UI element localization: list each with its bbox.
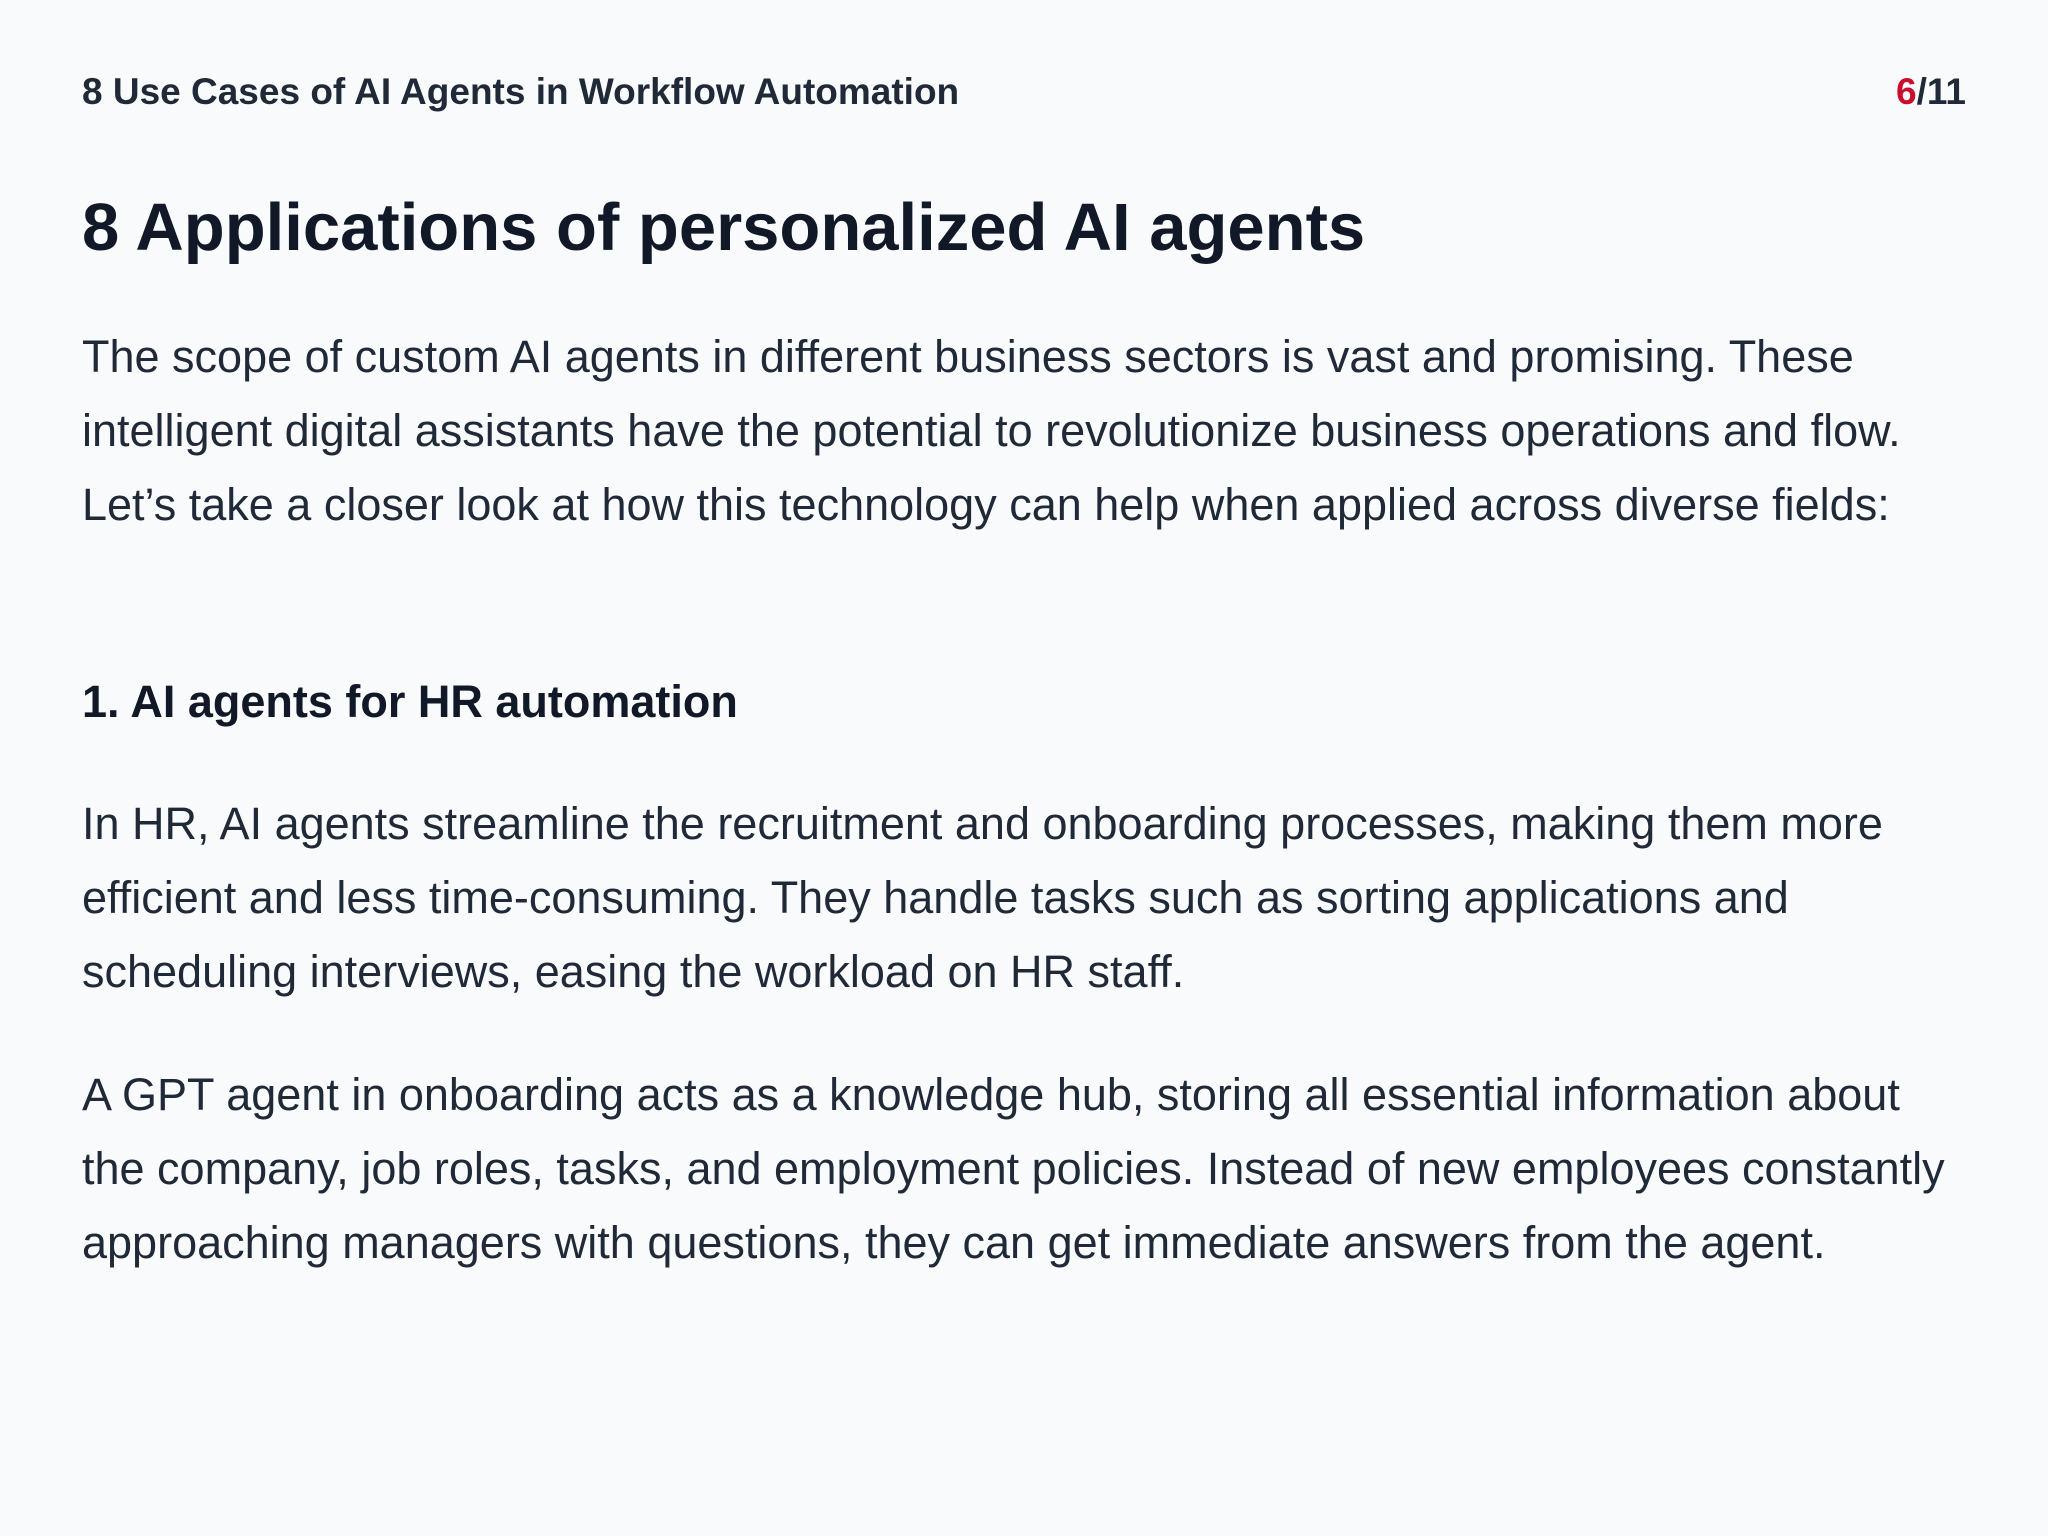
document-title: 8 Use Cases of AI Agents in Workflow Automation <box>82 71 960 112</box>
hr-paragraph-1: In HR, AI agents streamline the recruitment and onboarding processes, making them more efficient and less time-consuming. They handle tasks such as sorting applications and scheduling interviews, easing the workload on HR staff. <box>82 798 1883 997</box>
intro-paragraph: The scope of custom AI agents in different business sectors is vast and promising. These intelligent digital assistants have the potential to revolutionize business operations and flow. Let’s take a closer look at how this technology can help when applied across diverse fields: <box>82 331 1901 530</box>
page-header <box>82 70 1966 114</box>
section-heading: 8 Applications of personalized AI agents <box>82 190 1366 265</box>
page-indicator <box>1896 70 1966 114</box>
page-separator: / <box>1916 71 1927 112</box>
current-page-number: 6 <box>1896 71 1917 112</box>
total-pages: 11 <box>1926 71 1966 112</box>
subsection-heading-hr: 1. AI agents for HR automation <box>82 676 738 727</box>
hr-paragraph-2: A GPT agent in onboarding acts as a knowledge hub, storing all essential information about the company, job roles, tasks, and employment policies. Instead of new employees constantly approaching managers with questions, they can get immediate answers from the agent. <box>82 1069 1945 1268</box>
document-page <box>82 0 1966 1536</box>
